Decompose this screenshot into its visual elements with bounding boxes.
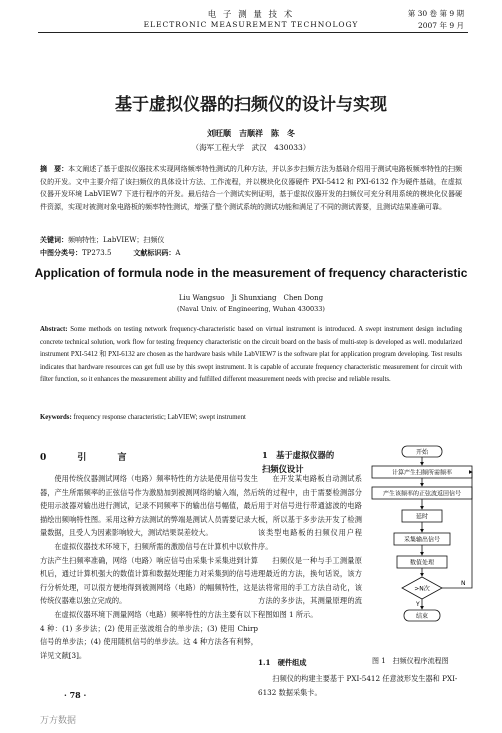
flow-label-calc: 计算产生扫频所需频率 — [391, 469, 453, 477]
journal-date: 2007 年 9 月 — [417, 21, 464, 30]
doc-code-label: 文献标识码： — [133, 248, 176, 257]
journal-name-en: ELECTRONIC MEASUREMENT TECHNOLOGY — [143, 20, 359, 29]
flow-label-delay: 延时 — [415, 513, 429, 521]
section-heading-design: 1 基于虚拟仪器的扫频仪设计 — [262, 450, 335, 474]
paper-title-en: Application of formula node in the measurement of frequency characteristic — [34, 266, 468, 280]
flow-label-end: 结束 — [415, 613, 429, 620]
clc-label: 中图分类号： — [40, 248, 82, 257]
subsection-heading: 1.1 硬件组成 — [258, 658, 307, 667]
flow-label-generate: 产生该频率的正弦波返回信号 — [382, 490, 462, 498]
flow-label-decision: >N次 — [414, 585, 430, 593]
keywords-en-text: frequency response characteristic; LabVIEW; swept instrument — [73, 414, 246, 421]
left-column-text — [40, 472, 258, 662]
watermark-text: 万方数据 — [40, 716, 77, 726]
keywords-cn-text: 频响特性；LabVIEW；扫频仪 — [68, 236, 165, 244]
abstract-cn — [40, 163, 462, 213]
right-column-text — [258, 472, 362, 622]
authors-cn: 刘旺顺 吉顺祥 陈 冬 — [207, 128, 295, 138]
flowchart-figure — [366, 443, 478, 653]
classification — [40, 248, 180, 258]
keywords-en — [40, 414, 246, 421]
paragraph: 扫频仪的构建主要基于 PXI-5412 任意波形发生器和 PXI-6132 数据采集卡。 — [258, 674, 458, 697]
flow-label-yes: Y — [416, 601, 420, 608]
abstract-cn-label: 摘 要： — [40, 165, 69, 173]
header-rule — [38, 32, 468, 33]
flow-label-acquire: 采集输出信号 — [403, 536, 441, 544]
keywords-cn-label: 关键词： — [40, 235, 68, 244]
affiliation-en: (Naval Univ. of Engineering, Wuhan 430033) — [177, 305, 325, 313]
doc-code-value: A — [175, 249, 181, 257]
clc-value: TP273.5 — [82, 249, 112, 257]
paragraph: 在开发某电路板自动测试系统的过程中，由于需要检测部分用于对信号进行带通滤波的电路板，所以基于多步法开发了检测该类型电路板的扫频仪用户程序。 — [258, 474, 362, 551]
paragraph: 在虚拟仪器环境下测量网络（电路）频率特性的方法主要有以下 4 种：(1) 多步法；(2) 使用正弦波组合的单步法；(3) 使用 Chirp 信号的单步法；(4) 使用随机信号的单步法。这 4 种方法各有利弊，详见文献[3]。 — [40, 609, 258, 660]
abstract-en-text: Some methods on testing network frequency-characteristic based on virtual instrument is introduced. A swept instrument design including concrete technical solution, work flow for testing frequency characteristic on the circuit board on the basis of multi-step is developed as well. modularized instrument PXI-5412 和 PXI-6132 are chosen as the hardware basis while LabVIEW7 is the software plat for application program developing. Test results indicates that hardware resources can get full use by this swept instrument. It is capable of accurate frequency characteristic measurement for circuit with filter function, so it enhances the measurement ability and fulfilled different measurement needs with precise and reliable results. — [40, 326, 462, 384]
page-number: · 78 · — [64, 690, 87, 700]
abstract-cn-text: 本文阐述了基于虚拟仪器技术实现网络频率特性测试的几种方法，并以多步扫频方法为基础介绍用于测试电路板频率特性的扫频仪的开发。文中主要介绍了该扫频仪的具体设计方法、工作流程，并以模块化仪器硬件 PXI-5412 和 PXI-6132 作为硬件基础，在虚拟仪器开发环境 LabVIEW7 下进行程序的开发。最后结合一个测试实例证明，基于虚拟仪器开发的扫频仪可充分利用系统的模块化仪器硬件资源，实现对被测对象电路板的频率特性测试，增强了整个测试系统的测试功能和满足了不同的测试需要，且测试结果准确可靠。 — [40, 165, 463, 211]
abstract-en-label: Abstract: — [40, 326, 68, 333]
paper-title-cn: 基于虚拟仪器的扫频仪的设计与实现 — [115, 95, 387, 115]
figure-caption: 图 1 扫频仪程序流程图 — [372, 657, 449, 665]
journal-name-cn: 电 子 测 量 技 术 — [207, 10, 295, 20]
right-column-text-2 — [258, 672, 468, 699]
paragraph: 扫频仪是一种与手工测量原理最近的方法，换句话说，该方法将常用的手工方法自动化，该方法的多步法，其测量原理的流程图如图 1 所示。 — [258, 555, 362, 619]
paragraph: 使用传统仪器测试网络（电路）频率特性的方法是使用信号发生器，产生所需频率的正弦信号作为激励加到被测网络的输入端，然后使用示波器对输出进行测试，记录不同频率下的输出信号幅值，最后描绘出频响特性图。采用这种方法测试的弊端是测试人员需要记录大量数据，且受人为因素影响较大，测试结果误差较大。 — [40, 474, 258, 538]
flow-label-no: N — [461, 580, 466, 587]
flow-label-start: 开始 — [415, 449, 429, 456]
flow-label-process: 数值处理 — [409, 559, 435, 567]
abstract-en — [40, 324, 462, 387]
affiliation-cn: （海军工程大学 武汉 430033） — [191, 143, 311, 152]
keywords-cn — [40, 235, 164, 245]
journal-issue: 第 30 卷 第 9 期 — [407, 9, 464, 18]
section-heading-intro: 0 引 言 — [40, 453, 141, 463]
paragraph: 在虚拟仪器技术环境下，扫频所需的激励信号在计算机中以软件方法产生扫频率准确，网络（电路）响应信号由采集卡采集进到计算机后，通过计算机强大的数值计算和数据处理能力对采集到的信号进行分析处理，可以很方便地得到被测网络（电路）的幅频特性，这是传统仪器难以独立完成的。 — [40, 541, 258, 606]
authors-en: Liu Wangsuo Ji Shunxiang Chen Dong — [178, 294, 324, 302]
keywords-en-label: Keywords: — [40, 414, 72, 421]
